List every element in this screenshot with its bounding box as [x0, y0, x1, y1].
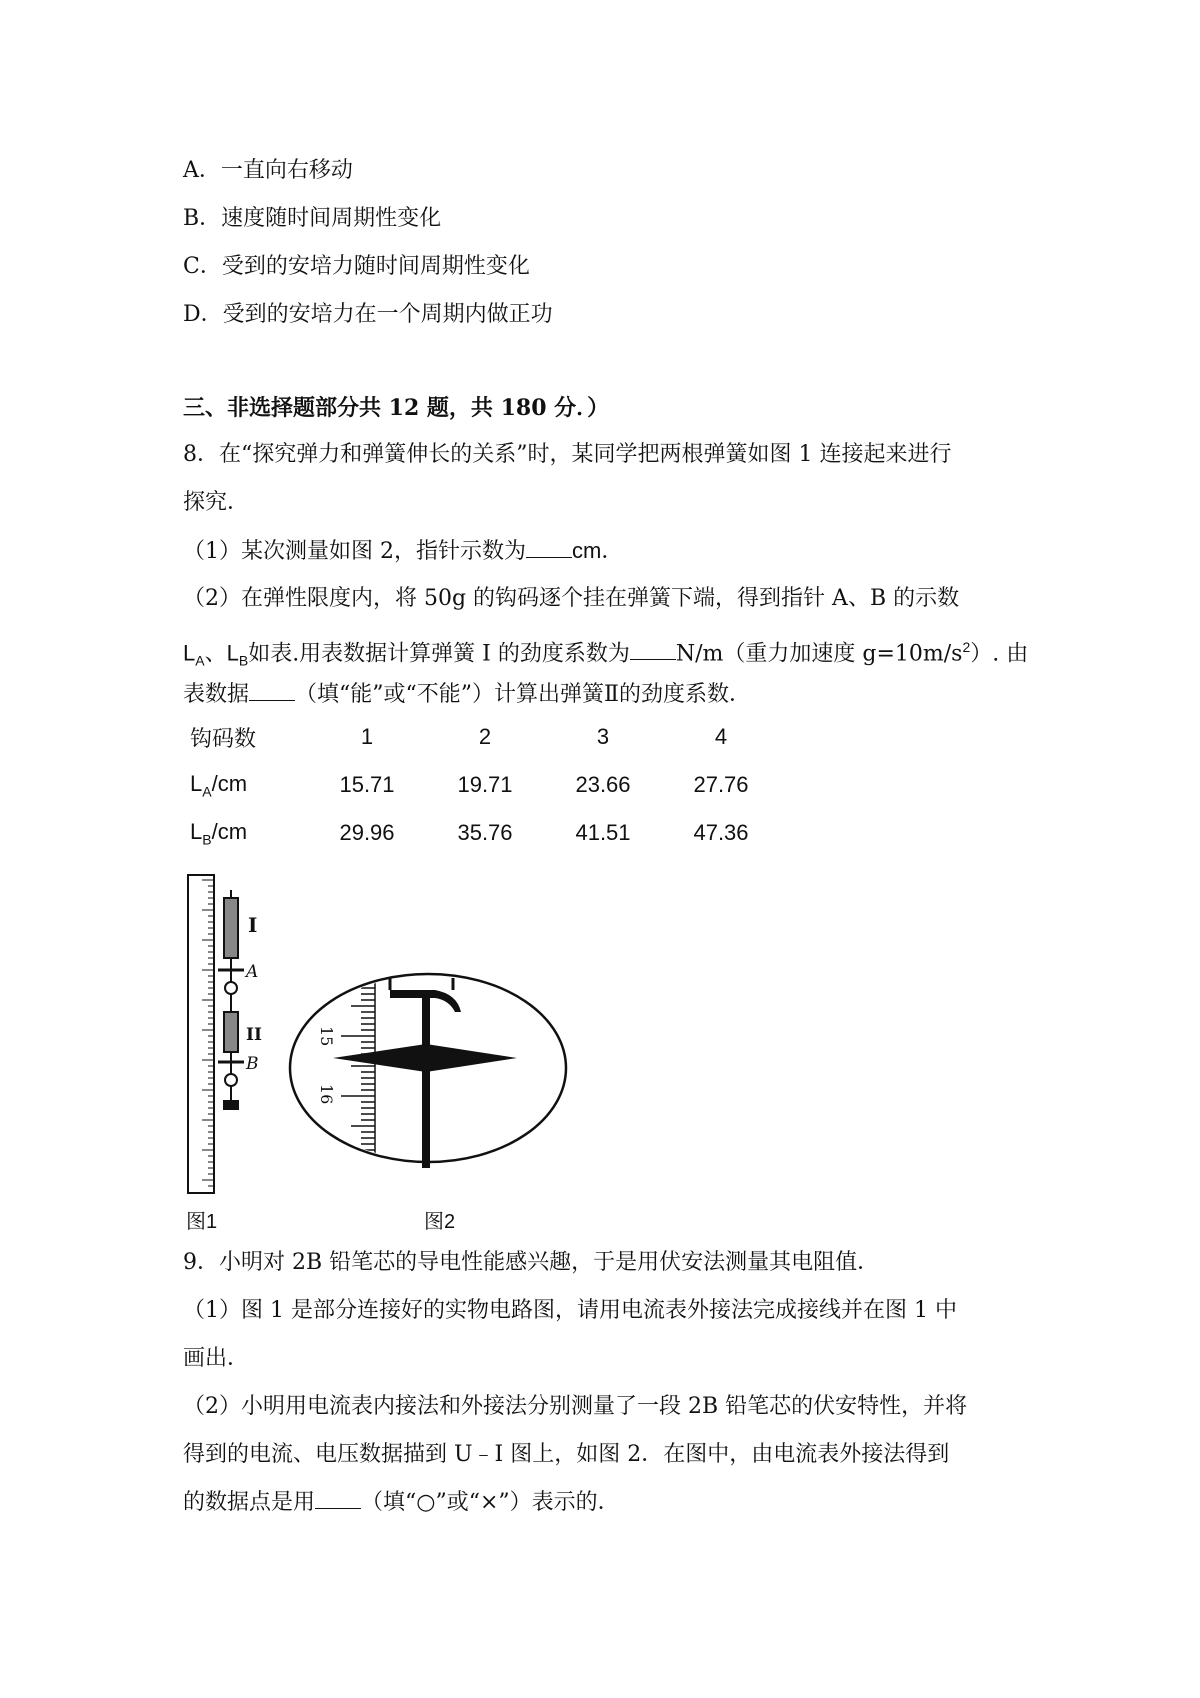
table-cell: 3: [596, 724, 610, 749]
q8-part2-line3: [183, 680, 751, 710]
answer-blank[interactable]: [249, 680, 295, 701]
hook-weight: [223, 1062, 239, 1110]
answer-blank[interactable]: [630, 639, 676, 660]
table-cell: 47.36: [693, 820, 749, 845]
table-cell: 4: [714, 724, 728, 749]
table-row: [190, 761, 780, 809]
row-label-unit: /cm: [211, 818, 248, 844]
label-spring-ii: II: [246, 1025, 262, 1045]
section-heading: 三、非选择题部分共 12 题，共 180 分．）: [183, 395, 610, 421]
q9-part1-line1: （1）图 1 是部分连接好的实物电路图，请用电流表外接法完成接线并在图 1 中: [183, 1298, 957, 1323]
hook: [225, 970, 237, 1012]
row-label-symbol: L: [190, 770, 203, 796]
q8-part2-line3-pre: 表数据: [183, 682, 250, 707]
option-d: D．受到的安培力在一个周期内做正功: [183, 302, 553, 327]
table-cell: 19.71: [457, 772, 513, 797]
q9-part2-line2: 得到的电流、电压数据描到 U﹣I 图上，如图 2．在图中，由电流表外接法得到: [183, 1442, 950, 1467]
q8-part2-line1: （2）在弹性限度内，将 50g 的钩码逐个挂在弹簧下端，得到指针 A、B 的示数: [183, 586, 960, 611]
option-a: A．一直向右移动: [183, 158, 353, 183]
answer-blank[interactable]: [526, 537, 572, 558]
q8-part2-line2: [183, 632, 1028, 676]
table-cell: 15.71: [339, 772, 395, 797]
tick-label-16: 16: [317, 1084, 336, 1105]
table-cell: 23.66: [575, 772, 631, 797]
la-symbol: L: [183, 640, 196, 666]
lb-symbol: 、L: [204, 640, 239, 666]
unit-superscript: 2: [962, 639, 971, 655]
row-label-unit: /cm: [211, 770, 248, 796]
table-cell: 1: [360, 724, 374, 749]
spring-ii: [224, 1012, 238, 1062]
option-c: C．受到的安培力随时间周期性变化: [183, 254, 530, 279]
table-cell: 27.76: [693, 772, 749, 797]
table-row: [190, 713, 780, 761]
answer-blank[interactable]: [315, 1488, 361, 1509]
q8-part1: [183, 536, 623, 567]
figure-1-spring-apparatus: [180, 870, 290, 1200]
table-cell: 41.51: [575, 820, 631, 845]
tick-label-15: 15: [317, 1026, 336, 1047]
table-header-label: 钩码数: [190, 726, 257, 752]
q9-part2-line3-post: （填“○”或“×”）表示的．: [361, 1490, 620, 1515]
table-row: [190, 809, 780, 857]
option-b: B．速度随时间周期性变化: [183, 206, 442, 231]
spring-i: [224, 890, 238, 970]
q8-part2-end: ）. 由: [970, 641, 1029, 667]
row-label-symbol: L: [190, 818, 203, 844]
table-row-label: [190, 809, 308, 857]
row-label-sub: A: [202, 783, 212, 800]
figure-2-pointer-reading: [285, 968, 575, 1168]
figure-2-caption: 图2: [424, 1211, 456, 1233]
q9-part1-line2: 画出．: [183, 1346, 250, 1371]
label-a: A: [246, 962, 259, 982]
label-b: B: [246, 1054, 259, 1074]
q9-part2-line3-pre: 的数据点是用: [183, 1490, 316, 1515]
table-cell: 29.96: [339, 820, 395, 845]
q8-stem-line2: 探究．: [183, 490, 250, 515]
q9-part2-line3: [183, 1488, 620, 1518]
q9-part2-line1: （2）小明用电流表内接法和外接法分别测量了一段 2B 铅笔芯的伏安特性，并将: [183, 1394, 968, 1419]
la-subscript: A: [195, 652, 205, 669]
label-spring-i: I: [248, 913, 258, 937]
row-label-sub: B: [202, 831, 212, 848]
lb-subscript: B: [238, 652, 249, 669]
q8-stem-line1: 8．在“探究弹力和弹簧伸长的关系”时，某同学把两根弹簧如图 1 连接起来进行: [183, 442, 952, 467]
q8-part2-line3-post: （填“能”或“不能”）计算出弹簧Ⅱ的劲度系数．: [295, 682, 751, 707]
table-row-label: [190, 761, 308, 809]
q8-part2-unit: N/m（重力加速度 g=10m/s: [675, 641, 963, 667]
ruler: [188, 875, 214, 1193]
table-cell: 2: [478, 724, 492, 749]
table-cell: 35.76: [457, 820, 513, 845]
q8-part1-unit: cm．: [572, 538, 624, 563]
q8-part2-mid: 如表.用表数据计算弹簧 I 的劲度系数为: [248, 641, 630, 667]
q8-part1-text: （1）某次测量如图 2，指针示数为: [183, 539, 526, 564]
q9-stem: 9．小明对 2B 铅笔芯的导电性能感兴趣，于是用伏安法测量其电阻值．: [183, 1250, 880, 1275]
data-table: [190, 713, 780, 857]
figure-1-caption: 图1: [186, 1211, 218, 1233]
